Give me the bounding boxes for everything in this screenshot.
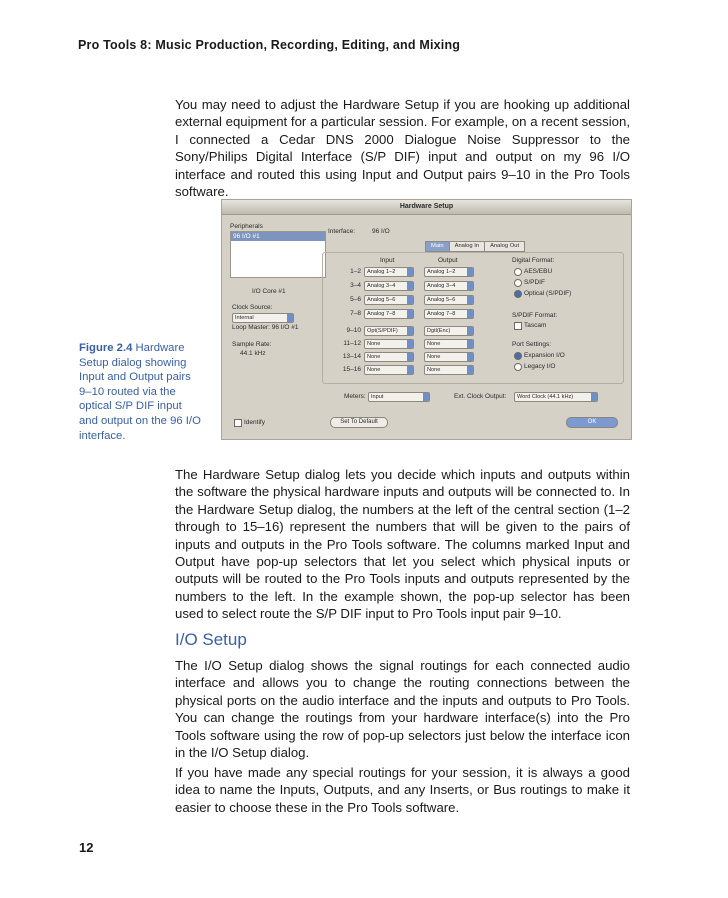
expansion-io-label: Expansion I/O xyxy=(524,352,565,359)
chevron-down-icon xyxy=(467,366,473,374)
digital-format-label: Digital Format: xyxy=(512,257,555,264)
chevron-down-icon xyxy=(407,366,413,374)
loop-master-text: Loop Master: 96 I/O #1 xyxy=(232,324,299,331)
spdif-label: S/PDIF xyxy=(524,279,545,286)
sample-rate-label: Sample Rate: xyxy=(232,341,272,348)
input-select[interactable]: Analog 5–6 xyxy=(364,295,414,305)
input-select[interactable]: None xyxy=(364,365,414,375)
tab-analog-in[interactable]: Analog In xyxy=(449,241,486,252)
interface-label: Interface: xyxy=(328,228,356,235)
io-core-label: I/O Core #1 xyxy=(252,288,286,295)
chevron-down-icon xyxy=(467,296,473,304)
input-select[interactable]: Analog 1–2 xyxy=(364,267,414,277)
page-number: 12 xyxy=(79,840,94,855)
chevron-down-icon xyxy=(407,268,413,276)
figure-caption xyxy=(79,341,203,443)
pair-label: 11–12 xyxy=(343,340,361,347)
paragraph-io-setup: The I/O Setup dialog shows the signal routings for each connected audio interface and allows you to change the routing connections between the physical ports on the audio interface and the inputs and outputs to Pro Tools. You can change the routings from your hardware interface(s) into the Pro Tools software using the row of pop-up selectors just below the interface icon in the I/O Setup dialog. xyxy=(175,658,630,761)
optical-spdif-label: Optical (S/PDIF) xyxy=(524,290,572,297)
output-select[interactable]: None xyxy=(424,365,474,375)
running-head: Pro Tools 8: Music Production, Recording, Editing, and Mixing xyxy=(78,38,461,52)
output-select[interactable]: Analog 1–2 xyxy=(424,267,474,277)
set-to-default-button[interactable]: Set To Default xyxy=(330,417,388,428)
clock-source-label: Clock Source: xyxy=(232,304,273,311)
pair-label: 3–4 xyxy=(350,282,361,289)
chevron-down-icon xyxy=(467,268,473,276)
pair-label: 1–2 xyxy=(350,268,361,275)
chevron-down-icon xyxy=(467,340,473,348)
identify-label: Identify xyxy=(244,419,265,426)
figure-caption-text: Hardware Setup dialog showing Input and Output pairs 9–10 routed via the optical S/P DIF input and output on the 96 I/O interface. xyxy=(79,342,201,442)
sample-rate-value: 44.1 kHz xyxy=(240,350,266,357)
figure-label: Figure 2.4 xyxy=(79,342,133,354)
spdif-format-label: S/PDIF Format: xyxy=(512,312,558,319)
input-select[interactable]: None xyxy=(364,339,414,349)
tab-analog-out[interactable]: Analog Out xyxy=(484,241,525,252)
chevron-down-icon xyxy=(407,310,413,318)
chevron-down-icon xyxy=(467,282,473,290)
legacy-io-label: Legacy I/O xyxy=(524,363,556,370)
hardware-setup-dialog-figure xyxy=(221,199,632,440)
input-select[interactable]: Analog 3–4 xyxy=(364,281,414,291)
dialog-tabs xyxy=(425,241,524,251)
input-select[interactable]: None xyxy=(364,352,414,362)
output-column-header: Output xyxy=(438,257,458,264)
chevron-down-icon xyxy=(407,327,413,335)
aes-ebu-label: AES/EBU xyxy=(524,268,553,275)
output-select[interactable]: None xyxy=(424,339,474,349)
output-select[interactable]: Analog 7–8 xyxy=(424,309,474,319)
radio-optical-spdif[interactable] xyxy=(514,290,522,298)
identify-checkbox[interactable] xyxy=(234,419,242,427)
tascam-checkbox[interactable] xyxy=(514,322,522,330)
meters-select[interactable]: Input xyxy=(368,392,430,402)
chevron-down-icon xyxy=(407,296,413,304)
input-select[interactable]: Opt(S/PDIF) xyxy=(364,326,414,336)
output-select[interactable]: Analog 3–4 xyxy=(424,281,474,291)
chevron-down-icon xyxy=(467,327,473,335)
ext-clock-select[interactable]: Word Clock (44.1 kHz) xyxy=(514,392,598,402)
interface-value: 96 I/O xyxy=(372,228,390,235)
pair-label: 15–16 xyxy=(342,366,361,373)
clock-source-select[interactable]: Internal xyxy=(232,313,294,323)
input-column-header: Input xyxy=(380,257,395,264)
meters-label: Meters: xyxy=(344,393,366,400)
tab-main[interactable]: Main xyxy=(425,241,450,252)
pair-label: 13–14 xyxy=(342,353,361,360)
pair-label: 5–6 xyxy=(350,296,361,303)
chevron-down-icon xyxy=(407,340,413,348)
chevron-down-icon xyxy=(287,314,293,322)
radio-aes-ebu[interactable] xyxy=(514,268,522,276)
chevron-down-icon xyxy=(467,310,473,318)
chevron-down-icon xyxy=(407,282,413,290)
chevron-down-icon xyxy=(423,393,429,401)
peripherals-label: Peripherals xyxy=(230,223,263,230)
peripheral-item-selected[interactable]: 96 I/O #1 xyxy=(231,232,325,241)
chevron-down-icon xyxy=(467,353,473,361)
output-select[interactable]: None xyxy=(424,352,474,362)
radio-expansion-io[interactable] xyxy=(514,352,522,360)
paragraph-hardware-setup: The Hardware Setup dialog lets you decide which inputs and outputs within the software the physical hardware inputs and outputs will be connected to. In the Hardware Setup dialog, the numbers at the left of the central section (1–2 through to 15–16) represent the numbers that will be given to the pairs of inputs and outputs in the Pro Tools software. The columns marked Input and Output have pop-up selectors that let you select which physical inputs or outputs will be routed to the Pro Tools inputs and outputs represented by the numbers to the left. In the example shown, the pop-up selector has been used to select route the S/P DIF input to Pro Tools input pair 9–10. xyxy=(175,467,630,622)
chevron-down-icon xyxy=(591,393,597,401)
dialog-title: Hardware Setup xyxy=(222,200,631,215)
peripherals-list[interactable] xyxy=(230,231,326,278)
output-select[interactable]: Analog 5–6 xyxy=(424,295,474,305)
section-title: I/O Setup xyxy=(175,630,247,649)
radio-legacy-io[interactable] xyxy=(514,363,522,371)
chevron-down-icon xyxy=(407,353,413,361)
input-select[interactable]: Analog 7–8 xyxy=(364,309,414,319)
ok-button[interactable]: OK xyxy=(566,417,618,428)
radio-spdif[interactable] xyxy=(514,279,522,287)
paragraph-routings: If you have made any special routings for your session, it is always a good idea to name the Inputs, Outputs, and any Inserts, or Bus routings to make it easier to choose these in the Pro Tools software. xyxy=(175,765,630,815)
ext-clock-label: Ext. Clock Output: xyxy=(454,393,507,400)
pair-label: 9–10 xyxy=(346,327,361,334)
paragraph-intro: You may need to adjust the Hardware Setup if you are hooking up additional external equipment for a particular session. For example, on a recent session, I connected a Cedar DNS 2000 Dialogue Noise Suppressor to the Sony/Philips Digital Interface (S/P DIF) input and output on my 96 I/O interface and routed this using Input and Output pairs 9–10 in the Pro Tools software. xyxy=(175,97,630,200)
pair-label: 7–8 xyxy=(350,310,361,317)
output-select[interactable]: Dgtl(Enc) xyxy=(424,326,474,336)
port-settings-label: Port Settings: xyxy=(512,341,552,348)
tascam-label: Tascam xyxy=(524,322,547,329)
